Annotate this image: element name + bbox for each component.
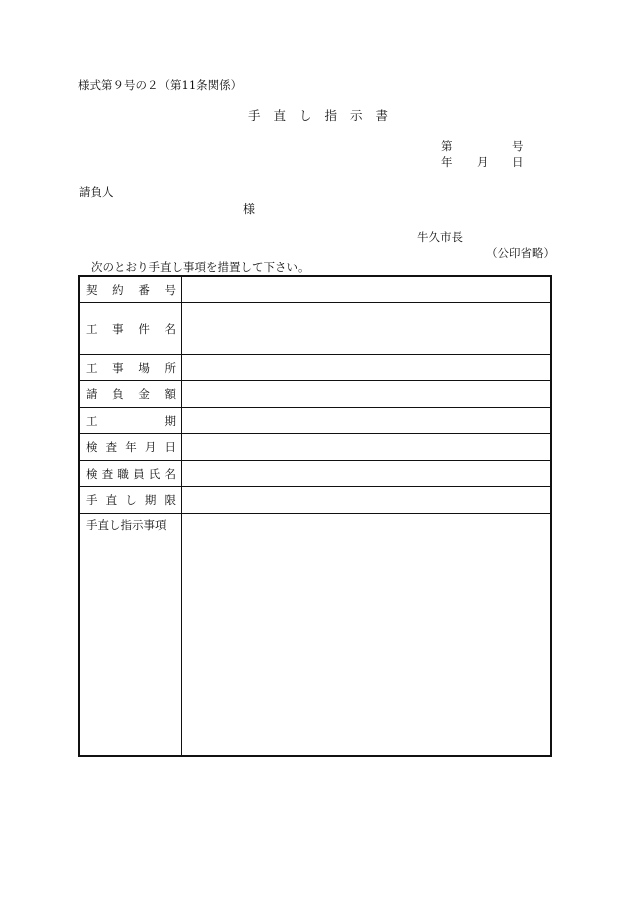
label-char: 検: [86, 440, 98, 454]
contract-amount-field[interactable]: [182, 381, 550, 407]
label-char: 負: [112, 387, 124, 401]
label-char: 日: [164, 440, 176, 454]
label-char: 名: [164, 466, 176, 481]
label-char: 件: [138, 321, 150, 336]
project-name-label: [80, 303, 182, 354]
contractor-honorific: 様: [243, 202, 256, 216]
contract-number-field[interactable]: [182, 277, 550, 302]
label-char: 手: [86, 493, 98, 507]
date-month-label: 月: [477, 155, 489, 169]
label-char: 期: [164, 413, 176, 428]
document-title: 手直し指示書: [248, 108, 402, 123]
label-char: 号: [164, 282, 176, 297]
instruction-text: 次のとおり手直し事項を措置して下さい。: [91, 260, 310, 274]
label-char: 約: [112, 282, 124, 297]
label-char: 年: [125, 440, 137, 454]
table-row-inspection-date: [80, 434, 550, 461]
label-char: 職: [117, 466, 129, 481]
inspector-name-field[interactable]: [182, 461, 550, 486]
label-char: 事: [112, 360, 124, 375]
label-char: し: [125, 493, 137, 507]
label-char: 場: [138, 360, 150, 375]
date-day-label: 日: [512, 155, 524, 169]
project-location-label: [80, 355, 182, 380]
table-row-construction-period: [80, 408, 550, 434]
label-char: 所: [164, 360, 176, 375]
table-row-inspector-name: [80, 461, 550, 487]
contractor-label: 請負人: [79, 185, 114, 199]
label-char: 額: [164, 387, 176, 401]
document-number-prefix: 第: [441, 139, 453, 153]
label-char: 期: [144, 493, 157, 507]
table-row-project-name: [80, 303, 550, 355]
label-char: 金: [138, 387, 150, 401]
label-char: 名: [164, 321, 176, 336]
label-char: 査: [101, 466, 114, 481]
construction-period-field[interactable]: [182, 408, 550, 433]
project-name-field[interactable]: [182, 303, 550, 354]
table-row-project-location: [80, 355, 550, 381]
construction-period-label: [80, 408, 182, 433]
label-char: 請: [86, 387, 98, 401]
label-char: 査: [105, 440, 118, 454]
table-row-correction-instructions: [80, 514, 550, 755]
label-char: 工: [86, 321, 98, 336]
table-row-correction-deadline: [80, 487, 550, 514]
label-text: 手直し指示事項: [86, 518, 167, 532]
contract-amount-label: [80, 381, 182, 407]
table-row-contract-number: [80, 277, 550, 303]
correction-deadline-field[interactable]: [182, 487, 550, 513]
correction-instructions-label: [80, 514, 182, 755]
instruction-form-table: [78, 275, 552, 757]
project-location-field[interactable]: [182, 355, 550, 380]
label-char: 検: [86, 466, 98, 481]
inspector-name-label: [80, 461, 182, 486]
contract-number-label: [80, 277, 182, 302]
label-char: 限: [164, 493, 176, 507]
label-char: 員: [133, 466, 145, 481]
label-char: 氏: [148, 466, 161, 481]
inspection-date-label: [80, 434, 182, 460]
label-char: 事: [112, 321, 124, 336]
label-char: 番: [138, 282, 150, 297]
label-char: 工: [86, 360, 98, 375]
label-char: 工: [86, 413, 98, 428]
label-char: 月: [144, 440, 157, 454]
form-number: 様式第９号の２（第11条関係）: [78, 78, 243, 92]
issuer-name: 牛久市長: [417, 230, 463, 244]
seal-omitted-note: （公印省略）: [486, 246, 555, 260]
date-year-label: 年: [441, 155, 453, 169]
label-char: 直: [105, 493, 118, 507]
table-row-contract-amount: [80, 381, 550, 408]
correction-deadline-label: [80, 487, 182, 513]
label-char: 契: [86, 282, 98, 297]
correction-instructions-field[interactable]: [182, 514, 550, 755]
inspection-date-field[interactable]: [182, 434, 550, 460]
document-number-suffix: 号: [512, 139, 524, 153]
